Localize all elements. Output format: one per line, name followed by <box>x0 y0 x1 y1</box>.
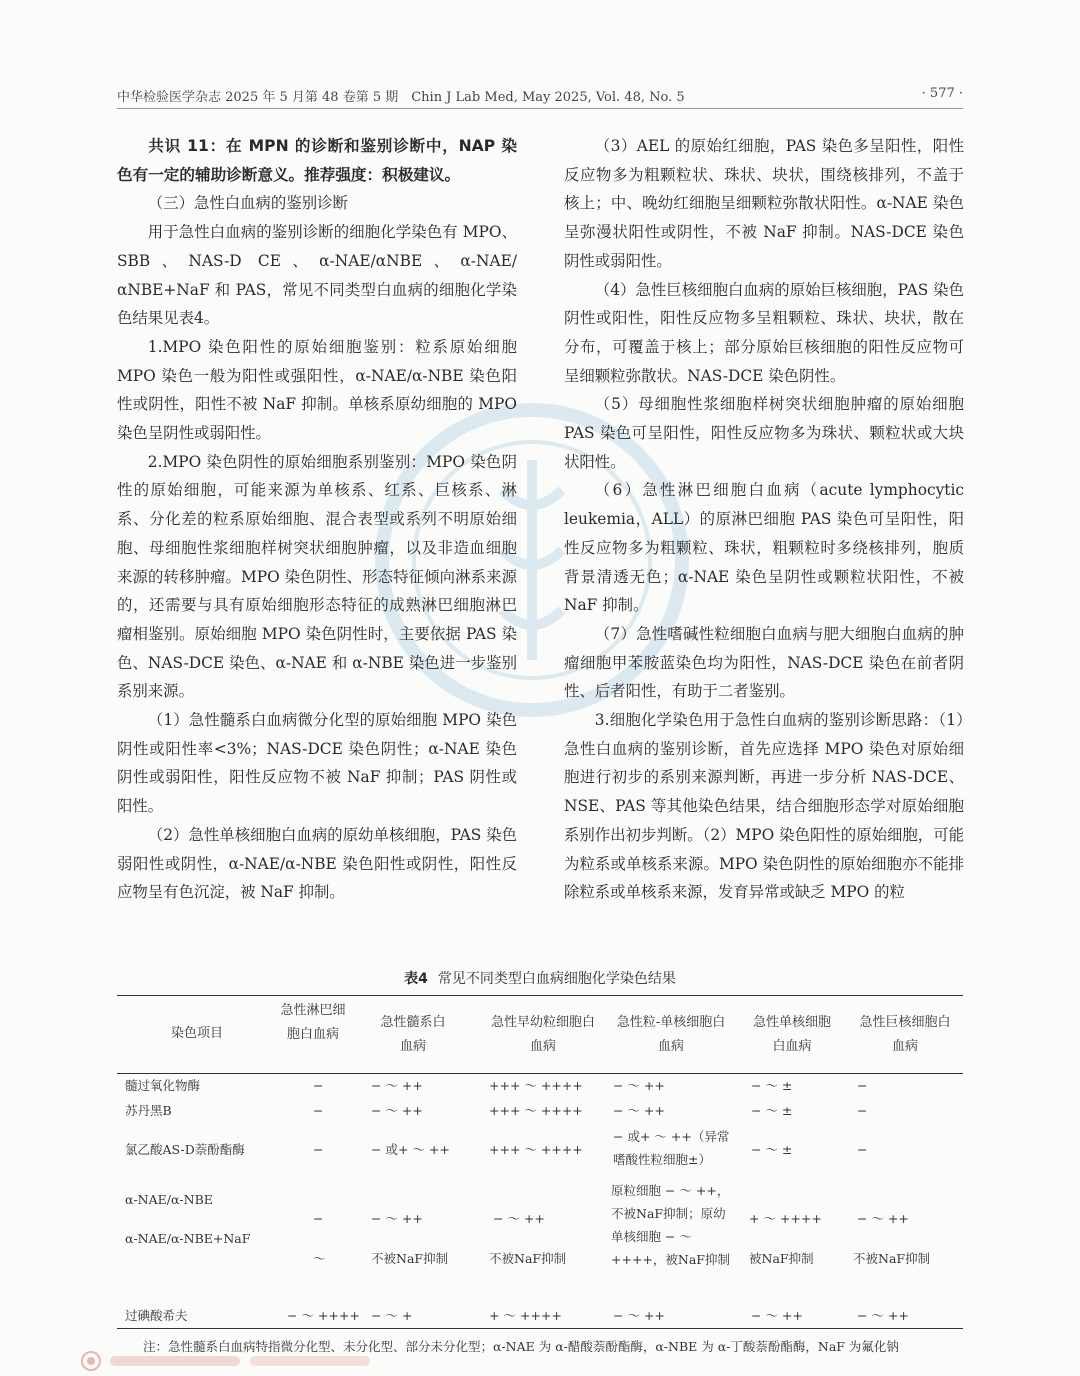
header-apl: 急性早幼粒细胞白血病 <box>490 1015 595 1054</box>
row-sbb-amkl: − <box>857 1103 868 1118</box>
row-sbb-aml: − ～ ++ <box>371 1103 423 1118</box>
mpo-positive-paragraph: 1.MPO 染色阳性的原始细胞鉴别：粒系原始细胞 MPO 染色一般为阳性或强阳性，α-NAE/α-NBE 染色阳性或阴性，阳性不被 NaF 抑制。单核系原幼细胞的 MPO 染色呈阴性或弱阳性。 <box>117 337 517 443</box>
row-mpo-aml: − ～ ++ <box>371 1078 423 1093</box>
section-heading: （三）急性白血病的鉴别诊断 <box>147 194 348 213</box>
table-label: 表4 <box>404 971 428 987</box>
page-number: · 577 · <box>921 86 963 101</box>
row-mpo-all: − <box>313 1078 324 1093</box>
page-header <box>117 86 963 110</box>
table-caption <box>117 968 963 988</box>
row-mpo-ammol: − ～ ++ <box>613 1078 665 1093</box>
row-naenaf-all: ～ <box>313 1251 326 1266</box>
row-nae-apl: − ～ ++ <box>493 1211 545 1226</box>
row-naenaf-amol: 被NaF抑制 <box>749 1251 814 1266</box>
row-nae-all: − <box>313 1211 324 1226</box>
row-sbb-item: 苏丹黑B <box>125 1103 172 1118</box>
header-ammol: 急性粒-单核细胞白血病 <box>616 1015 726 1054</box>
row-naenaf-apl: 不被NaF抑制 <box>489 1251 567 1266</box>
row-mpo-amkl: − <box>857 1078 868 1093</box>
header-amol: 急性单核细胞白血病 <box>752 1015 831 1054</box>
journal-citation: 中华检验医学杂志 2025 年 5 月第 48 卷第 5 期 Chin J Lab Med, May 2025, Vol. 48, No. 5 <box>117 90 685 105</box>
row-pas-all: − ～ ++++ <box>287 1308 360 1323</box>
table-header-rule <box>117 1073 963 1074</box>
mpo-negative-paragraph: 2.MPO 染色阴性的原始细胞系别鉴别：MPO 染色阴性的原始细胞，可能来源为单核系、红系、巨核系、淋系、分化差的粒系原始细胞、混合表型或系列不明原始细胞、母细胞性浆细胞样树突状细胞肿瘤，以及非造血细胞来源的转移肿瘤。MPO 染色阴性、形态特征倾向淋系来源的，还需要与具有原始细胞形态特征的成熟淋巴细胞淋巴瘤相鉴别。原始细胞 MPO 染色阴性时，主要依据 PAS 染色、NAS-DCE 染色、α-NAE 和 α-NBE 染色进一步鉴别系别来源。 <box>117 452 517 701</box>
row-pas-ammol: − ～ ++ <box>613 1308 665 1323</box>
intro-paragraph: 用于急性白血病的鉴别诊断的细胞化学染色有 MPO、SBB、NAS-D CE、α-NAE/αNBE、α-NAE/αNBE+NaF 和 PAS，常见不同类型白血病的细胞化学染色结果见表4。 <box>117 223 517 328</box>
row-naenaf-amkl: 不被NaF抑制 <box>853 1251 931 1266</box>
row-sbb-amol: − ～ ± <box>751 1103 793 1118</box>
amol-paragraph: （2）急性单核细胞白血病的原幼单核细胞，PAS 染色弱阳性或阴性，α-NAE/α-NBE 染色阳性或阴性，阳性反应物呈有色沉淀，被 NaF 抑制。 <box>117 825 517 902</box>
row-nasdce-amol: − ～ ± <box>751 1142 793 1157</box>
row-naenaf-item: α-NAE/α-NBE+NaF <box>125 1231 251 1246</box>
left-column <box>117 132 517 907</box>
row-pas-item: 过碘酸希夫 <box>125 1308 188 1323</box>
row-nae-item: α-NAE/α-NBE <box>125 1192 213 1207</box>
all-paragraph: （6）急性淋巴细胞白血病（acute lymphocytic leukemia，ALL）的原淋巴细胞 PAS 染色可呈阳性，阳性反应物多为粗颗粒、珠状，粗颗粒时多绕核排列，胞质背景清透无色；α-NAE 染色呈阴性或颗粒状阳性，不被 NaF 抑制。 <box>564 481 964 615</box>
row-nasdce-amkl: − <box>857 1142 868 1157</box>
header-amkl: 急性巨核细胞白血病 <box>859 1015 951 1054</box>
row-nasdce-item: 氯乙酸AS-D萘酚酯酶 <box>125 1142 245 1157</box>
row-pas-apl: + ～ ++++ <box>489 1308 562 1323</box>
table-title: 常见不同类型白血病细胞化学染色结果 <box>437 971 676 987</box>
row-mpo-item: 髓过氧化物酶 <box>125 1078 201 1093</box>
table-note: 注：急性髓系白血病特指微分化型、未分化型、部分未分化型；α-NAE 为 α-醋酸萘酚酯酶，α-NBE 为 α-丁酸萘酚酯酶，NaF 为氟化钠 <box>143 1339 899 1354</box>
row-nasdce-ammol: − 或+ ～ ++（异常嗜酸性粒细胞±） <box>613 1129 730 1167</box>
row-nae-aml: − ～ ++ <box>371 1211 423 1226</box>
row-nasdce-aml: − 或+ ～ ++ <box>371 1142 450 1157</box>
right-column <box>564 132 964 907</box>
row-mpo-apl: +++ ～ ++++ <box>489 1078 583 1093</box>
row-nasdce-apl: +++ ～ ++++ <box>489 1142 583 1157</box>
row-mpo-amol: − ～ ± <box>751 1078 793 1093</box>
header-item: 染色项目 <box>170 1026 223 1041</box>
bpdcn-paragraph: （5）母细胞性浆细胞样树突状细胞肿瘤的原始细胞 PAS 染色可呈阳性，阳性反应物多为珠状、颗粒状或大块状阳性。 <box>564 395 964 471</box>
row-nae-amkl: − ～ ++ <box>857 1211 909 1226</box>
publisher-logo-watermark <box>80 1350 440 1372</box>
ael-paragraph: （3）AEL 的原始红细胞，PAS 染色多呈阳性，阳性反应物多为粗颗粒状、珠状、块状，围绕核排列，不盖于核上；中、晚幼红细胞呈细颗粒弥散状阳性。α-NAE 染色呈弥漫状阳性或阴性，不被 NaF 抑制。NAS-DCE 染色阴性或弱阳性。 <box>564 137 964 270</box>
row-pas-amol: − ～ ++ <box>751 1308 803 1323</box>
row-nasdce-all: − <box>313 1142 324 1157</box>
row-sbb-apl: +++ ～ ++++ <box>489 1103 583 1118</box>
row-pas-aml: − ～ + <box>371 1308 413 1323</box>
basophil-mast-paragraph: （7）急性嗜碱性粒细胞白血病与肥大细胞白血病的肿瘤细胞甲苯胺蓝染色均为阳性，NAS-DCE 染色在前者阴性、后者阳性，有助于二者鉴别。 <box>564 624 964 701</box>
table-bottom-rule <box>117 1328 963 1329</box>
row-nae-amol: + ～ ++++ <box>749 1211 822 1226</box>
row-sbb-all: − <box>313 1103 324 1118</box>
consensus-11: 共识 11：在 MPN 的诊断和鉴别诊断中，NAP 染色有一定的辅助诊断意义。推荐强度：积极建议。 <box>117 137 517 184</box>
header-all: 急性淋巴细胞白血病 <box>280 1003 346 1042</box>
table-top-rule <box>117 995 963 996</box>
row-pas-amkl: − ～ ++ <box>857 1308 909 1323</box>
header-rule <box>117 108 963 109</box>
aml-m0-paragraph: （1）急性髓系白血病微分化型的原始细胞 MPO 染色阴性或阳性率<3%；NAS-DCE 染色阴性；α-NAE 染色阴性或弱阳性，阳性反应物不被 NaF 抑制；PAS 阴性或阳性。 <box>117 711 517 816</box>
row-sbb-ammol: − ～ ++ <box>613 1103 665 1118</box>
header-aml: 急性髓系白血病 <box>380 1015 446 1054</box>
diagnostic-approach-paragraph: 3.细胞化学染色用于急性白血病的鉴别诊断思路：（1）急性白血病的鉴别诊断，首先应选择 MPO 染色对原始细胞进行初步的系别来源判断，再进一步分析 NAS-DCE、NSE、PAS 等其他染色结果，结合细胞形态学对原始细胞系别作出初步判断。（2）MPO 染色阳性的原始细胞，可能为粒系或单核系来源。MPO 染色阴性的原始细胞亦不能排除粒系或单核系来源，发育异常或缺乏 MPO 的粒 <box>564 711 964 902</box>
amkl-paragraph: （4）急性巨核细胞白血病的原始巨核细胞，PAS 染色阴性或阳性，阳性反应物多呈粗颗粒、珠状、块状，散在分布，可覆盖于核上；部分原始巨核细胞的阳性反应物可呈细颗粒弥散状。NAS-DCE 染色阴性。 <box>564 280 964 385</box>
row-naenaf-aml: 不被NaF抑制 <box>371 1251 449 1266</box>
row-nae-ammol: 原粒细胞 − ～ ++，不被NaF抑制；原幼单核细胞 − ～ ++++，被NaF抑制 <box>611 1183 730 1267</box>
